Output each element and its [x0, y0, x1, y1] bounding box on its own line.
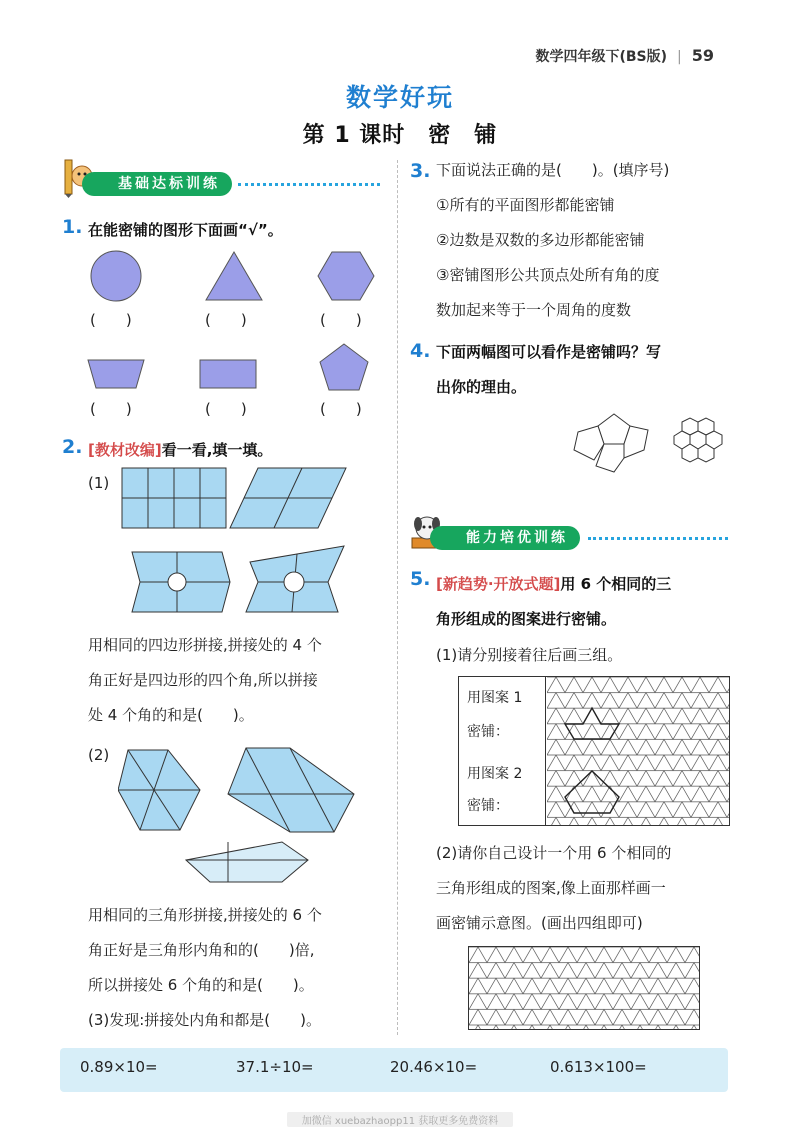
rectangle-shape [200, 360, 256, 388]
lesson-title: 第 1 课时 密 铺 [302, 123, 498, 148]
triangle-tiling-figures [118, 742, 368, 892]
page-title: 数学好玩 [345, 83, 454, 112]
book-title: 数学四年级下(BS版) [535, 49, 668, 65]
q3-option-3-cont: 数加起来等于一个周角的度数 [436, 301, 632, 319]
triangle-shape [206, 252, 262, 300]
q5-label-3: 用图案 2 [467, 766, 523, 782]
header-separator: | [677, 49, 682, 65]
q5-label-2: 密铺： [467, 724, 509, 740]
q1-blank-1[interactable]: ( ) [90, 311, 132, 329]
q5-number: 5. [410, 568, 431, 590]
q2-tri-line-3[interactable]: 所以拼接处 6 个角的和是( )。 [88, 976, 314, 994]
q2-heading [88, 439, 272, 460]
q5-sub2 [436, 836, 736, 941]
q5-drawing-box [458, 676, 730, 826]
page-number: 59 [691, 46, 714, 65]
q1-blank-2[interactable]: ( ) [205, 311, 247, 329]
hexagon-shape [318, 252, 374, 300]
q2-tag: [教材改编] [88, 441, 162, 459]
q1-blank-6[interactable]: ( ) [320, 400, 362, 418]
q5-text-2: 角形组成的图案进行密铺。 [436, 610, 617, 628]
page-header [535, 46, 714, 66]
q4-line-2: 出你的理由。 [436, 378, 527, 396]
q5-text-1: 用 6 个相同的三 [560, 575, 672, 593]
q2-quad-paragraph [88, 628, 393, 733]
math-item-1[interactable]: 0.89×10= [80, 1058, 158, 1076]
q5-sub2-line-2: 三角形组成的图案,像上面那样画一 [436, 879, 666, 897]
triangle-grid-2[interactable] [468, 946, 700, 1030]
q4-text [436, 335, 661, 405]
pentagon-shape [320, 344, 368, 390]
pentagon-tile-2 [574, 426, 604, 460]
watermark: 加微信 xuebazhaopp11 获取更多免费资料 [287, 1112, 513, 1127]
hexagon-cluster [674, 418, 722, 462]
math-item-2[interactable]: 37.1÷10= [236, 1058, 314, 1076]
q1-text: 在能密铺的图形下面画“√”。 [88, 221, 283, 239]
q5-label-1: 用图案 1 [467, 690, 523, 706]
q5-text [436, 567, 736, 637]
q2-quad-line-1: 用相同的四边形拼接,拼接处的 4 个 [88, 636, 322, 654]
q5-sub2-line-1: (2)请你自己设计一个用 6 个相同的 [436, 844, 672, 862]
triangle-grid-1[interactable] [547, 677, 729, 825]
q4-figures [570, 404, 730, 484]
column-divider [397, 160, 399, 1035]
math-item-3[interactable]: 20.46×10= [390, 1058, 478, 1076]
q3-text[interactable]: 下面说法正确的是( )。(填序号) [436, 161, 670, 179]
basic-training-banner: 基础达标训练 [82, 172, 232, 196]
q2-number: 2. [62, 436, 83, 458]
q2-part2-label: (2) [88, 746, 110, 764]
q5-sub1: (1)请分别接着往后画三组。 [436, 646, 623, 664]
q1-blank-5[interactable]: ( ) [205, 400, 247, 418]
q3-option-3: ③密铺图形公共顶点处所有角的度 [436, 266, 660, 284]
q2-tri-line-1: 用相同的三角形拼接,拼接处的 6 个 [88, 906, 322, 924]
q2-tri-paragraph [88, 898, 393, 1038]
q2-part1-label: (1) [88, 474, 110, 492]
q5-tag: [新趋势·开放式题] [436, 575, 561, 593]
q2-part3-line[interactable]: (3)发现:拼接处内角和都是( )。 [88, 1011, 322, 1029]
quadrilateral-tiling-figures [118, 462, 358, 622]
q5-label-4: 密铺： [467, 798, 509, 814]
q1-blank-3[interactable]: ( ) [320, 311, 362, 329]
q1-blank-4[interactable]: ( ) [90, 400, 132, 418]
mental-math-bar [60, 1048, 728, 1092]
q2-tri-line-2[interactable]: 角正好是三角形内角和的( )倍, [88, 941, 315, 959]
advanced-training-banner: 能力培优训练 [430, 526, 580, 550]
q3-block [436, 153, 766, 328]
circle-shape [91, 251, 141, 301]
math-item-4[interactable]: 0.613×100= [550, 1058, 647, 1076]
q3-option-1: ①所有的平面图形都能密铺 [436, 196, 615, 214]
q3-option-2: ②边数是双数的多边形都能密铺 [436, 231, 645, 249]
q1-number: 1. [62, 216, 83, 238]
q4-number: 4. [410, 340, 431, 362]
q4-line-1: 下面两幅图可以看作是密铺吗？写 [436, 343, 662, 361]
q2-text: 看一看,填一填。 [161, 441, 273, 459]
q5-sub2-line-3: 画密铺示意图。(画出四组即可) [436, 914, 643, 932]
q3-number: 3. [410, 160, 431, 182]
trapezoid-shape [88, 360, 144, 388]
banner-dots-2 [588, 537, 728, 540]
q2-quad-line-3[interactable]: 处 4 个角的和是( )。 [88, 706, 254, 724]
banner-dots [238, 183, 380, 186]
q2-quad-line-2: 角正好是四边形的四个角,所以拼接 [88, 671, 318, 689]
